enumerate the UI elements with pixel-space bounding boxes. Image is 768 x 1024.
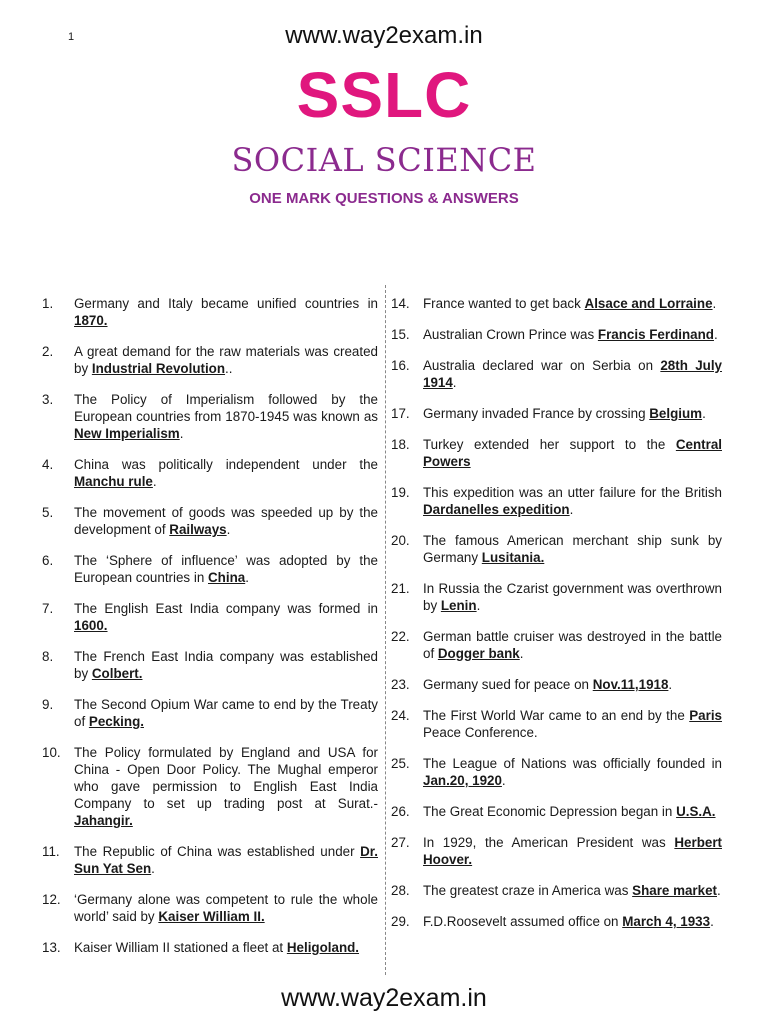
question-item: [42, 552, 378, 586]
question-text: The Second Opium War came to end by the Treaty of: [74, 697, 378, 729]
question-text: The League of Nations was officially founded in: [423, 756, 722, 771]
question-number: 4.: [42, 457, 54, 472]
question-item: [391, 913, 722, 930]
question-text: Germany and Italy became unified countries in: [74, 296, 378, 311]
question-text: Germany sued for peace on: [423, 677, 593, 692]
question-item: [42, 648, 378, 682]
question-item: [42, 696, 378, 730]
question-number: 5.: [42, 505, 54, 520]
answer-text: 28th July 1914: [423, 358, 722, 390]
question-text: The First World War came to an end by the: [423, 708, 690, 723]
answer-text: March 4, 1933: [622, 914, 711, 929]
question-item: [391, 628, 722, 662]
page-title: SSLC: [296, 59, 472, 131]
question-number: 22.: [391, 629, 410, 644]
question-text: Australian Crown Prince was: [423, 327, 598, 342]
question-number: 15.: [391, 327, 410, 342]
question-text: The Policy of Imperialism followed by the European countries from 1870-1945 was known as: [74, 392, 378, 424]
question-item: [42, 295, 378, 329]
question-item: [391, 484, 722, 518]
question-number: 27.: [391, 835, 410, 850]
answer-text: Alsace and Lorraine: [584, 296, 713, 311]
question-number: 11.: [42, 844, 60, 859]
answer-text: Dardanelles expedition: [423, 502, 570, 517]
question-number: 28.: [391, 883, 410, 898]
question-number: 12.: [42, 892, 61, 907]
question-number: 25.: [391, 756, 410, 771]
question-item: [42, 391, 378, 442]
question-text: Germany invaded France by crossing: [423, 406, 650, 421]
answer-text: Share market: [632, 883, 717, 898]
question-tail: .: [519, 646, 524, 661]
question-item: [391, 707, 722, 741]
question-number: 23.: [391, 677, 410, 692]
answer-text: Jahangir.: [74, 813, 133, 828]
question-number: 1.: [42, 296, 54, 311]
question-tail: .: [717, 883, 721, 898]
question-tail: .: [151, 861, 155, 876]
question-text: German battle cruiser was destroyed in the battle of: [423, 629, 722, 661]
question-text: The greatest craze in America was: [423, 883, 633, 898]
question-tail: .: [452, 375, 457, 390]
question-tail: ..: [225, 361, 233, 376]
question-item: [42, 744, 378, 829]
question-tail: .: [476, 598, 481, 613]
question-number: 20.: [391, 533, 410, 548]
question-number: 24.: [391, 708, 410, 723]
question-tail: .: [245, 570, 249, 585]
question-text: The ‘Sphere of influence’ was adopted by the European countries in: [74, 553, 378, 585]
question-number: 3.: [42, 392, 54, 407]
question-item: [391, 676, 722, 693]
question-item: [391, 326, 722, 343]
question-text: The movement of goods was speeded up by the development of: [74, 505, 378, 537]
question-number: 16.: [391, 358, 410, 373]
question-number: 9.: [42, 697, 54, 712]
answer-text: Dr. Sun Yat Sen: [74, 844, 378, 876]
answer-text: Lusitania.: [481, 550, 545, 565]
question-number: 26.: [391, 804, 410, 819]
column-divider: [385, 285, 386, 975]
question-item: [391, 580, 722, 614]
answer-text: Nov.11,1918: [592, 677, 669, 692]
question-text: F.D.Roosevelt assumed office on: [423, 914, 623, 929]
question-tail: .: [179, 426, 184, 441]
answer-text: 1870.: [74, 313, 108, 328]
answer-text: Kaiser William II.: [158, 909, 265, 924]
question-tail: .: [712, 296, 717, 311]
question-number: 14.: [391, 296, 410, 311]
question-number: 21.: [391, 581, 410, 596]
left-question-column: [42, 295, 378, 970]
answer-text: Paris: [689, 708, 722, 723]
question-number: 19.: [391, 485, 410, 500]
question-tail: .: [569, 502, 574, 517]
question-number: 29.: [391, 914, 410, 929]
answer-text: Jan.20, 1920: [423, 773, 502, 788]
answer-text: Manchu rule: [74, 474, 153, 489]
question-tail: .: [702, 406, 706, 421]
question-item: [42, 939, 378, 956]
question-text: The English East India company was formed in: [74, 601, 378, 616]
answer-text: Herbert Hoover.: [423, 835, 722, 867]
answer-text: 1600.: [74, 618, 108, 633]
answer-text: Industrial Revolution: [91, 361, 226, 376]
answer-text: Lenin: [440, 598, 477, 613]
answer-text: Central Powers: [423, 437, 722, 469]
question-item: [391, 803, 722, 820]
site-url-bottom: www.way2exam.in: [281, 984, 487, 1012]
answer-text: Francis Ferdinand: [597, 327, 714, 342]
question-item: [391, 532, 722, 566]
question-number: 8.: [42, 649, 54, 664]
question-text: The Republic of China was established under: [74, 844, 361, 859]
question-tail: .: [710, 914, 714, 929]
answer-text: Pecking.: [88, 714, 144, 729]
question-item: [42, 843, 378, 877]
question-text: France wanted to get back: [423, 296, 585, 311]
question-text: The Great Economic Depression began in: [423, 804, 677, 819]
question-text: Kaiser William II stationed a fleet at: [74, 940, 287, 955]
question-tail: .: [713, 327, 718, 342]
answer-text: Heligoland.: [286, 940, 360, 955]
question-item: [391, 834, 722, 868]
page-number: 1: [68, 31, 75, 43]
question-number: 10.: [42, 745, 61, 760]
answer-text: Colbert.: [91, 666, 143, 681]
question-item: [42, 343, 378, 377]
question-item: [391, 405, 722, 422]
question-text: China was politically independent under the: [74, 457, 378, 472]
question-item: [42, 600, 378, 634]
question-tail: .: [668, 677, 673, 692]
site-url-top: www.way2exam.in: [285, 22, 483, 49]
question-tail: Peace Conference.: [423, 725, 538, 740]
question-text: A great demand for the raw materials was created by: [74, 344, 378, 376]
question-text: The famous American merchant ship sunk by Germany: [423, 533, 722, 565]
question-tail: .: [501, 773, 506, 788]
answer-text: China: [208, 570, 246, 585]
question-item: [391, 755, 722, 789]
question-item: [391, 295, 722, 312]
question-item: [42, 504, 378, 538]
right-question-column: [391, 295, 722, 944]
question-number: 7.: [42, 601, 54, 616]
question-text: The Policy formulated by England and USA for China - Open Door Policy. The Mughal emperor who gave permission to English East India Company to set up trading post at Surat.-: [74, 745, 378, 811]
question-number: 6.: [42, 553, 54, 568]
answer-text: U.S.A.: [676, 804, 716, 819]
question-number: 13.: [42, 940, 61, 955]
section-tagline: ONE MARK QUESTIONS & ANSWERS: [249, 190, 519, 207]
answer-text: Belgium: [649, 406, 703, 421]
question-tail: .: [226, 522, 231, 537]
question-number: 18.: [391, 437, 410, 452]
question-text: In Russia the Czarist government was overthrown by: [423, 581, 722, 613]
answer-text: Railways: [169, 522, 227, 537]
question-text: Turkey extended her support to the: [423, 437, 676, 452]
question-item: [391, 882, 722, 899]
question-text: The French East India company was established by: [74, 649, 378, 681]
answer-text: New Imperialism: [74, 426, 180, 441]
question-item: [42, 456, 378, 490]
question-text: Australia declared war on Serbia on: [423, 358, 661, 373]
question-text: ‘Germany alone was competent to rule the whole world’ said by: [74, 892, 378, 924]
question-item: [391, 357, 722, 391]
question-text: This expedition was an utter failure for the British: [423, 485, 722, 500]
answer-text: Dogger bank: [437, 646, 520, 661]
question-number: 2.: [42, 344, 54, 359]
question-item: [42, 891, 378, 925]
question-tail: .: [152, 474, 157, 489]
subject-title: SOCIAL SCIENCE: [231, 141, 537, 179]
question-text: In 1929, the American President was: [423, 835, 675, 850]
question-item: [391, 436, 722, 470]
question-number: 17.: [391, 406, 410, 421]
